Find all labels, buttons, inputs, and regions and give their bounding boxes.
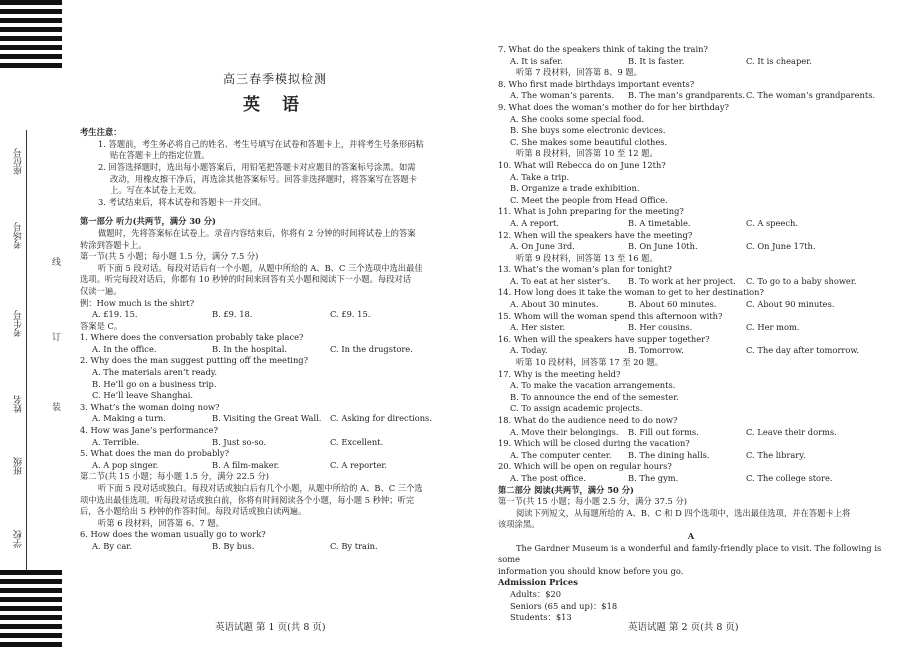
option: C. The woman’s grandparents. bbox=[746, 90, 876, 101]
option: C. Excellent. bbox=[330, 436, 384, 447]
question-1-options bbox=[80, 344, 470, 356]
option: C. To go to a baby shower. bbox=[746, 275, 857, 286]
page-2 bbox=[498, 44, 884, 624]
question: 7. What do the speakers think of taking the train? bbox=[498, 44, 708, 54]
notice-line: 3. 考试结束后，将本试卷和答题卡一并交回。 bbox=[98, 196, 267, 207]
candidate-number-label: 考生号 bbox=[14, 310, 24, 337]
section1-intro: 选项。听完每段对话后，你都有 10 秒钟的时间来回答有关小题和阅读下一小题。每段对话 bbox=[80, 274, 412, 285]
option: B. In the hospital. bbox=[212, 343, 287, 354]
notice-line: 2. 回答选择题时，选出每小题答案后，用铅笔把答题卡对应题目的答案标号涂黑。如需 bbox=[98, 161, 416, 172]
option: C. Her mom. bbox=[746, 322, 800, 333]
price-adults: Adults：$20 bbox=[510, 588, 562, 599]
option: A. To eat at her sister’s. bbox=[510, 275, 611, 286]
option: B. To work at her project. bbox=[628, 275, 736, 286]
part2-intro: 阅读下列短文，从每题所给的 A、B、C 和 D 四个选项中，选出最佳选项，并在答题卡上将 bbox=[516, 507, 851, 518]
example-question: 例：How much is the shirt? bbox=[80, 297, 195, 308]
notice-line: 上。写在本试卷上无效。 bbox=[110, 185, 202, 196]
option: A. It is safer. bbox=[510, 55, 563, 66]
question-1: 1. Where does the conversation probably take place? bbox=[80, 332, 304, 343]
seal-line-mark: 线 bbox=[52, 258, 62, 268]
option: C. He’ll leave Shanghai. bbox=[92, 390, 194, 401]
option: B. A timetable. bbox=[628, 217, 691, 228]
exam-title: 高三春季模拟检测 bbox=[222, 72, 327, 86]
option: B. Fill out forms. bbox=[628, 426, 699, 437]
notice-line: 1. 答题前，考生务必将自己的姓名、考生号填写在试卷和答题卡上，并将考生号条形码粘 bbox=[98, 138, 424, 149]
part1-intro: 做题时，先将答案标在试卷上。录音内容结束后，你将有 2 分钟的时间将试卷上的答案 bbox=[98, 227, 416, 238]
option: A. Move their belongings. bbox=[510, 426, 619, 437]
part2-title: 第二部分 阅读(共两节，满分 50 分) bbox=[498, 484, 634, 495]
question: 20. Which will be open on regular hours? bbox=[498, 461, 672, 472]
binding-stripes-top bbox=[0, 0, 62, 72]
question-options bbox=[498, 241, 884, 253]
option: C. Leave their dorms. bbox=[746, 426, 837, 437]
listening-instruction: 听第 10 段材料，回答第 17 至 20 题。 bbox=[516, 357, 664, 368]
option: B. The gym. bbox=[628, 472, 679, 483]
question-options bbox=[498, 299, 884, 311]
binding-stripes-bottom bbox=[0, 570, 62, 651]
question-options bbox=[498, 450, 884, 462]
question-2: 2. Why does the man suggest putting off the meeting? bbox=[80, 355, 309, 366]
section1-intro: 听下面 5 段对话。每段对话后有一个小题，从题中所给的 A、B、C 三个选项中选出最佳 bbox=[98, 262, 423, 273]
notice-line: 贴在答题卡上的指定位置。 bbox=[110, 150, 210, 161]
option: C. About 90 minutes. bbox=[746, 299, 835, 310]
option: A. Terrible. bbox=[92, 436, 140, 447]
option: A. The materials aren’t ready. bbox=[92, 367, 217, 378]
option: C. The college store. bbox=[746, 472, 833, 483]
price-students: Students：$13 bbox=[510, 612, 572, 623]
question-6-options bbox=[80, 541, 470, 553]
question: 13. What’s the woman’s plan for tonight? bbox=[498, 264, 672, 275]
option: B. About 60 minutes. bbox=[628, 299, 717, 310]
option: C. By train. bbox=[330, 540, 378, 551]
option: B. By bus. bbox=[212, 540, 255, 551]
question: 18. What do the audience need to do now? bbox=[498, 415, 678, 425]
question-options bbox=[498, 345, 884, 357]
option: C. In the drugstore. bbox=[330, 343, 413, 354]
option: B. It is faster. bbox=[628, 55, 685, 66]
listening-instruction: 听第 6 段材料，回答第 6、7 题。 bbox=[98, 517, 224, 528]
question-options bbox=[498, 90, 884, 102]
option: B. The dining halls. bbox=[628, 449, 710, 460]
option: A. A report. bbox=[510, 217, 560, 228]
listening-instruction: 听第 7 段材料，回答第 8、9 题。 bbox=[516, 67, 642, 78]
question-6: 6. How does the woman usually go to work? bbox=[80, 529, 266, 540]
seal-fold-mark: 装 bbox=[52, 403, 62, 413]
passage-text: The Gardner Museum is a wonderful and family-friendly place to visit. The following is some bbox=[498, 542, 882, 565]
option: A. A pop singer. bbox=[92, 459, 159, 470]
question: 15. Whom will the woman spend this afternoon with? bbox=[498, 310, 723, 321]
question: 9. What does the woman’s mother do for her birthday? bbox=[498, 101, 729, 112]
option: A. Take a trip. bbox=[510, 171, 570, 182]
option: C. She makes some beautiful clothes. bbox=[510, 136, 668, 147]
option: A. Today. bbox=[510, 345, 548, 356]
question-options bbox=[498, 218, 884, 230]
school-label: 学校 bbox=[14, 530, 24, 548]
option: C. A speech. bbox=[746, 217, 798, 228]
section1-intro: 仅读一遍。 bbox=[80, 285, 122, 296]
question-options bbox=[498, 473, 884, 485]
option: A. By car. bbox=[92, 540, 132, 551]
footer-page-2: 英语试题 第 2 页(共 8 页) bbox=[628, 622, 739, 633]
notice-title: 考生注意： bbox=[80, 127, 122, 138]
part1-intro: 转涂到答题卡上。 bbox=[80, 239, 147, 250]
option: C. £9. 15. bbox=[330, 309, 371, 320]
option: B. A film-maker. bbox=[212, 459, 280, 470]
example-answer: 答案是 C。 bbox=[80, 320, 123, 331]
question-3-options bbox=[80, 413, 470, 425]
question: 16. When will the speakers have supper together? bbox=[498, 333, 710, 344]
option: B. Tomorrow. bbox=[628, 345, 684, 356]
option: C. It is cheaper. bbox=[746, 55, 812, 66]
option: A. The post office. bbox=[510, 472, 586, 483]
question: 11. What is John preparing for the meeting? bbox=[498, 206, 684, 217]
section2-title: 第二节(共 15 小题；每小题 1.5 分，满分 22.5 分) bbox=[80, 471, 269, 482]
option: C. To assign academic projects. bbox=[510, 403, 643, 414]
option: A. £19. 15. bbox=[92, 309, 138, 320]
passage-letter: A bbox=[687, 530, 695, 541]
option: A. In the office. bbox=[92, 343, 157, 354]
name-label: 姓名 bbox=[14, 395, 24, 413]
option: C. Asking for directions. bbox=[330, 413, 432, 424]
option: A. About 30 minutes. bbox=[510, 299, 599, 310]
section2-intro: 听下面 5 段对话或独白。每段对话或独白后有几个小题，从题中所给的 A、B、C 三个选 bbox=[98, 483, 423, 493]
option: A. She cooks some special food. bbox=[510, 113, 645, 124]
option: A. To make the vacation arrangements. bbox=[510, 380, 676, 391]
passage-text: information you should know before you go. bbox=[498, 565, 684, 576]
footer-page-1: 英语试题 第 1 页(共 8 页) bbox=[215, 622, 326, 633]
part2-intro: 该项涂黑。 bbox=[498, 519, 540, 530]
option: A. Making a turn. bbox=[92, 413, 166, 424]
subject-title: 英 语 bbox=[243, 94, 307, 115]
option: C. Meet the people from Head Office. bbox=[510, 194, 668, 205]
question: 8. Who first made birthdays important events? bbox=[498, 78, 695, 89]
notice-list bbox=[80, 139, 470, 209]
option: B. He’ll go on a business trip. bbox=[92, 378, 217, 389]
section2-intro: 后，各小题给出 5 秒钟的作答时间。每段对话或独白读两遍。 bbox=[80, 506, 307, 517]
section2-intro: 项中选出最佳选项。听每段对话或独白前，你将有时间阅读各个小题，每小题 5 秒钟；听完 bbox=[80, 494, 415, 505]
option: C. The day after tomorrow. bbox=[746, 345, 860, 356]
question-5-options bbox=[80, 460, 470, 472]
option: B. £9. 18. bbox=[212, 309, 253, 320]
notice-line: 改动，用橡皮擦干净后，再选涂其他答案标号。回答非选择题时，将答案写在答题卡 bbox=[110, 173, 417, 184]
page-1 bbox=[80, 74, 470, 553]
option: B. Her cousins. bbox=[628, 322, 693, 333]
class-label: 班级 bbox=[14, 457, 24, 475]
part1-title: 第一部分 听力(共两节，满分 30 分) bbox=[80, 216, 216, 227]
question-options bbox=[498, 276, 884, 288]
exam-room-label: 考场号 bbox=[14, 222, 24, 249]
question-4-options bbox=[80, 437, 470, 449]
question: 14. How long does it take the woman to get to her destination? bbox=[498, 287, 764, 298]
question: 17. Why is the meeting held? bbox=[498, 368, 621, 379]
question-4: 4. How was Jane’s performance? bbox=[80, 425, 218, 436]
option: B. To announce the end of the semester. bbox=[510, 391, 679, 402]
option: B. On June 10th. bbox=[628, 241, 698, 252]
section1-title: 第一节(共 5 小题；每小题 1.5 分，满分 7.5 分) bbox=[80, 251, 259, 262]
option: C. A reporter. bbox=[330, 459, 388, 470]
listening-instruction: 听第 9 段材料，回答第 13 至 16 题。 bbox=[516, 252, 658, 263]
option: B. Just so-so. bbox=[212, 436, 267, 447]
question-5: 5. What does the man do probably? bbox=[80, 448, 230, 459]
example-options bbox=[80, 309, 470, 321]
question: 12. When will the speakers have the meeting? bbox=[498, 229, 693, 240]
question-3: 3. What’s the woman doing now? bbox=[80, 401, 220, 412]
admission-title: Admission Prices bbox=[498, 577, 578, 588]
option: B. The man’s grandparents. bbox=[628, 90, 746, 101]
option: B. Organize a trade exhibition. bbox=[510, 183, 640, 194]
part2-section1-title: 第一节(共 15 小题；每小题 2.5 分，满分 37.5 分) bbox=[498, 496, 687, 507]
question-options bbox=[498, 322, 884, 334]
seal-bind-mark: 订 bbox=[52, 333, 62, 343]
option: A. The woman’s parents. bbox=[510, 90, 615, 101]
question: 19. Which will be closed during the vacation? bbox=[498, 438, 690, 449]
option: A. On June 3rd. bbox=[510, 241, 575, 252]
option: B. She buys some electronic devices. bbox=[510, 125, 666, 136]
question-options bbox=[498, 56, 884, 68]
question: 10. What will Rebecca do on June 12th? bbox=[498, 159, 666, 170]
price-seniors: Seniors (65 and up)：$18 bbox=[510, 600, 618, 611]
option: A. The computer center. bbox=[510, 449, 612, 460]
binding-line bbox=[26, 130, 27, 570]
seat-number-label: 座位号 bbox=[14, 148, 24, 175]
option: B. Visiting the Great Wall. bbox=[212, 413, 322, 424]
question-options bbox=[498, 427, 884, 439]
option: C. The library. bbox=[746, 449, 806, 460]
listening-instruction: 听第 8 段材料，回答第 10 至 12 题。 bbox=[516, 148, 658, 159]
option: C. On June 17th. bbox=[746, 241, 816, 252]
option: A. Her sister. bbox=[510, 322, 566, 333]
